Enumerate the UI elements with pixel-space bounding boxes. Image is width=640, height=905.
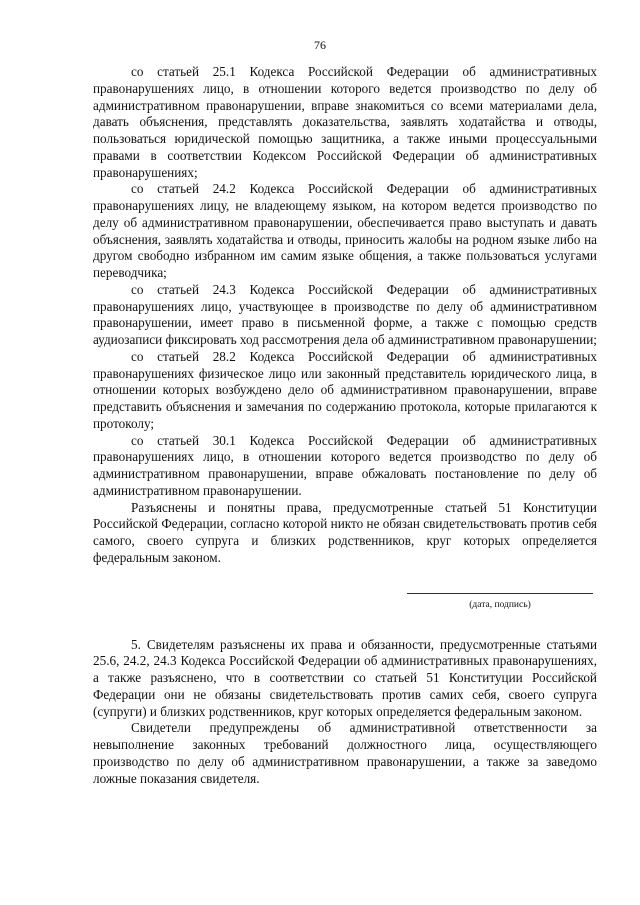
signature-caption: (дата, подпись) xyxy=(469,599,531,610)
document-body xyxy=(93,64,597,787)
paragraph-article-25-1: со статьей 25.1 Кодекса Российской Федерации об административных правонарушениях лицо, в отношении которого ведется производство по делу об административном правонарушении, вправе знакомиться со всеми материалами дела, давать объяснения, представлять доказательства, заявлять ходатайства и отводы, пользоваться юридической помощью защитника, а также иными процессуальными правами в соответствии Кодексом Российской Федерации об административных правонарушениях; xyxy=(93,64,597,180)
paragraph-article-24-3: со статьей 24.3 Кодекса Российской Федерации об административных правонарушениях лицо, участвующее в производстве по делу об административном правонарушении, имеет право в письменной форме, а также с помощью средств аудиозаписи фиксировать ход рассмотрения дела об административном правонарушении; xyxy=(93,281,597,347)
paragraph-witness-warning: Свидетели предупреждены об административной ответственности за невыполнение законных требований должностного лица, осуществляющего производство по делу об административном правонарушении, а также за заведомо ложные показания свидетеля. xyxy=(93,720,597,786)
page-number: 76 xyxy=(314,38,326,52)
paragraph-article-30-1: со статьей 30.1 Кодекса Российской Федерации об административных правонарушениях лицо, в отношении которого ведется производство по делу об административном правонарушении, вправе обжаловать постановление по делу об административном правонарушении. xyxy=(93,432,597,498)
paragraph-article-24-2: со статьей 24.2 Кодекса Российской Федерации об административных правонарушениях лицу, не владеющему языком, на котором ведется производство по делу об административном правонарушении, обеспечивается право выступать и давать объяснения, заявлять ходатайства и отводы, приносить жалобы на родном языке либо на другом свободно избранном им самим языке общения, а также пользоваться услугами переводчика; xyxy=(93,181,597,280)
paragraph-constitution-51: Разъяснены и понятны права, предусмотренные статьей 51 Конституции Российской Федерации, согласно которой никто не обязан свидетельствовать против себя самого, своего супруга и близких родственников, круг которых определяется федеральным законом. xyxy=(93,499,597,565)
paragraph-article-28-2: со статьей 28.2 Кодекса Российской Федерации об административных правонарушениях физическое лицо или законный представитель юридического лица, в отношении которых возбуждено дело об административном правонарушении, вправе представить объяснения и замечания по содержанию протокола, которые прилагаются к протоколу; xyxy=(93,348,597,431)
signature-block xyxy=(93,593,597,623)
paragraph-witness-rights: 5. Свидетелям разъяснены их права и обязанности, предусмотренные статьями 25.6, 24.2, 24.3 Кодекса Российской Федерации об административных правонарушениях, а также разъяснено, что в соответствии со статьей 51 Конституции Российской Федерации они не обязаны свидетельствовать против самих себя, своего супруга (супруги) и близких родственников, круг которых определяется федеральным законом. xyxy=(93,636,597,719)
signature-line xyxy=(407,593,593,594)
